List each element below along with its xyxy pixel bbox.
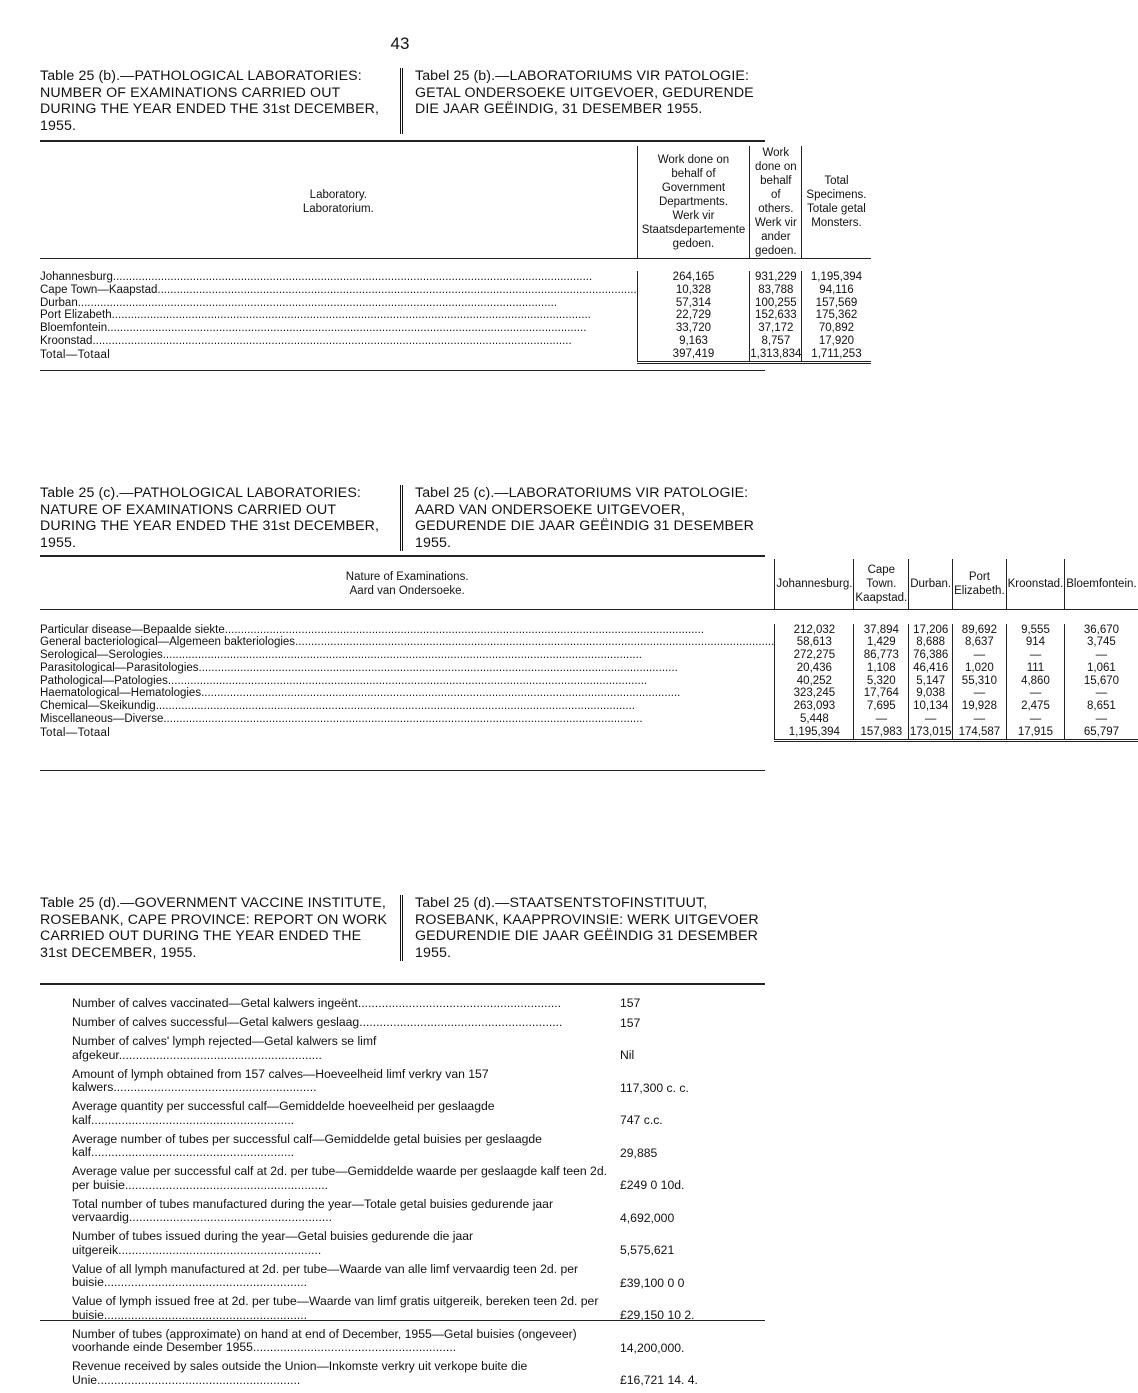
dot-leader: ...................................................................................................................................................... bbox=[155, 700, 635, 713]
table-cell: 3,745 bbox=[1065, 636, 1138, 649]
divider bbox=[40, 1320, 765, 1321]
item-text: Number of tubes issued during the year—Getal buisies gedurende die jaar uitgereik............................................................ bbox=[72, 1229, 474, 1257]
list-item bbox=[72, 1100, 742, 1127]
table-cell: — bbox=[854, 713, 909, 726]
item-text: Number of tubes (approximate) on hand at end of December, 1955—Getal buisies (ongeveer) voorhande einde Desember 1955............................................................ bbox=[72, 1326, 577, 1354]
table-cell: 111 bbox=[1006, 662, 1065, 675]
table-cell: 2,475 bbox=[1006, 700, 1065, 713]
row-label: Haematological—Hematologies...................................................................................................................................................... bbox=[40, 687, 681, 700]
table-c-header: Kroonstad. bbox=[1006, 559, 1065, 609]
table-c-title-en: Table 25 (c).—PATHOLOGICAL LABORATORIES: NATURE OF EXAMINATIONS CARRIED OUT DURING THE YEAR ENDED THE 31st DECEMBER, 1955. bbox=[40, 485, 380, 551]
table-cell: 86,773 bbox=[854, 649, 909, 662]
table-b-total-cell: 1,711,253 bbox=[802, 348, 871, 362]
table-cell: 76,386 bbox=[909, 649, 953, 662]
table-b bbox=[40, 146, 871, 364]
row-label: Cape Town—Kaapstad...................................................................................................................................................... bbox=[40, 283, 637, 296]
table-cell: 17,206 bbox=[909, 624, 953, 637]
dot-leader: ............................................................ bbox=[128, 1210, 333, 1224]
dot-leader: ............................................................ bbox=[90, 1145, 295, 1159]
table-cell: 15,670 bbox=[1065, 675, 1138, 688]
table-row bbox=[40, 700, 1138, 713]
table-cell: 157,569 bbox=[802, 297, 871, 310]
dot-leader: ............................................................ bbox=[113, 1080, 317, 1094]
table-cell: 4,860 bbox=[1006, 675, 1065, 688]
table-cell: 8,688 bbox=[909, 636, 953, 649]
table-row bbox=[40, 662, 1138, 675]
table-cell: 175,362 bbox=[802, 309, 871, 322]
dot-leader: ...................................................................................................................................................... bbox=[201, 687, 681, 700]
table-cell: 46,416 bbox=[909, 662, 953, 675]
table-row bbox=[40, 636, 1138, 649]
table-cell: 89,692 bbox=[953, 624, 1007, 637]
divider bbox=[40, 140, 765, 142]
table-cell: 55,310 bbox=[953, 675, 1007, 688]
table-cell: 931,229 bbox=[750, 271, 802, 284]
divider bbox=[40, 555, 765, 557]
table-c bbox=[40, 559, 1138, 742]
table-cell: 9,038 bbox=[909, 687, 953, 700]
table-cell: 94,116 bbox=[802, 284, 871, 297]
dot-leader: ...................................................................................................................................................... bbox=[92, 334, 572, 347]
dot-leader: ...................................................................................................................................................... bbox=[224, 623, 705, 636]
table-cell: — bbox=[1065, 713, 1138, 726]
table-cell: 10,328 bbox=[637, 284, 750, 297]
table-cell: 272,275 bbox=[775, 649, 854, 662]
row-label: Pathological—Patologies...................................................................................................................................................... bbox=[40, 674, 648, 687]
dot-leader: ............................................................ bbox=[359, 1015, 563, 1029]
table-cell: 1,429 bbox=[854, 636, 909, 649]
row-label: Kroonstad...................................................................................................................................................... bbox=[40, 334, 572, 347]
dot-leader: ...................................................................................................................................................... bbox=[111, 309, 591, 322]
table-cell: 9,163 bbox=[637, 335, 750, 348]
item-value: 157 bbox=[620, 1015, 641, 1030]
table-cell: 36,670 bbox=[1065, 624, 1138, 637]
table-cell: 152,633 bbox=[750, 309, 802, 322]
table-cell: — bbox=[953, 713, 1007, 726]
dot-leader: ............................................................ bbox=[118, 1047, 322, 1062]
row-label: Parasitological—Parasitologies...................................................................................................................................................... bbox=[40, 661, 678, 674]
dot-leader: ...................................................................................................................................................... bbox=[107, 322, 587, 335]
table-cell: 100,255 bbox=[750, 297, 802, 310]
table-cell: 8,651 bbox=[1065, 700, 1138, 713]
table-b-title-en: Table 25 (b).—PATHOLOGICAL LABORATORIES: NUMBER OF EXAMINATIONS CARRIED OUT DURING THE YEAR ENDED THE 31st DECEMBER, 1955. bbox=[40, 68, 380, 134]
table-c-total-cell: 173,015 bbox=[909, 726, 953, 740]
list-item bbox=[72, 996, 742, 1010]
row-label: Durban...................................................................................................................................................... bbox=[40, 296, 557, 309]
dot-leader: ............................................................ bbox=[97, 1372, 301, 1387]
item-text: Average value per successful calf at 2d. per tube—Gemiddelde waarde per geslaagde kalf teen 2d. per buisie............................................................ bbox=[72, 1164, 608, 1192]
table-row bbox=[40, 297, 871, 310]
table-cell: 40,252 bbox=[775, 675, 854, 688]
item-value: 5,575,621 bbox=[620, 1243, 675, 1257]
table-c-header: Port Elizabeth. bbox=[953, 559, 1007, 609]
row-label: Particular disease—Bepaalde siekte...................................................................................................................................................... bbox=[40, 623, 705, 636]
table-cell: 5,320 bbox=[854, 675, 909, 688]
table-cell: 83,788 bbox=[750, 284, 802, 297]
table-cell: 57,314 bbox=[637, 297, 750, 310]
item-value: 4,692,000 bbox=[620, 1210, 675, 1225]
table-cell: — bbox=[1006, 649, 1065, 662]
table-c-total-cell: 1,195,394 bbox=[775, 726, 854, 740]
table-cell: 5,448 bbox=[775, 713, 854, 726]
table-b-header-row bbox=[40, 146, 871, 259]
item-text: Number of calves vaccinated—Getal kalwers ingeënt............................................................ bbox=[72, 995, 562, 1010]
dot-leader: ............................................................ bbox=[118, 1242, 322, 1257]
table-cell: 1,061 bbox=[1065, 662, 1138, 675]
table-cell: 20,436 bbox=[775, 662, 854, 675]
divider bbox=[40, 983, 765, 985]
table-d-title-en: Table 25 (d).—GOVERNMENT VACCINE INSTITUTE, ROSEBANK, CAPE PROVINCE: REPORT ON WORK CARRIED OUT DURING THE YEAR ENDED THE 31st DECEMBER, 1955. bbox=[40, 895, 388, 961]
item-value: 747 c.c. bbox=[620, 1113, 663, 1127]
table-row bbox=[40, 687, 1138, 700]
dot-leader: ............................................................ bbox=[357, 995, 562, 1010]
dot-leader: ............................................................ bbox=[103, 1275, 308, 1289]
dot-leader: ...................................................................................................................................................... bbox=[162, 649, 642, 662]
table-cell: 264,165 bbox=[637, 271, 750, 284]
table-c-header: Nature of Examinations. Aard van Ondersoeke. bbox=[345, 570, 469, 597]
table-cell: — bbox=[1065, 687, 1138, 700]
table-b-header: Work done on behalf of Government Departments. Werk vir Staatsdepartemente gedoen. bbox=[637, 146, 750, 259]
item-value: 157 bbox=[620, 996, 641, 1010]
item-value: Nil bbox=[620, 1048, 635, 1062]
table-cell: 8,757 bbox=[750, 335, 802, 348]
table-cell: 5,147 bbox=[909, 675, 953, 688]
table-cell: 1,108 bbox=[854, 662, 909, 675]
list-item bbox=[72, 1133, 742, 1160]
table-cell: 17,764 bbox=[854, 687, 909, 700]
item-text: Average number of tubes per successful calf—Gemiddelde getal buisies per geslaagde kalf............................................................ bbox=[72, 1131, 542, 1159]
table-row bbox=[40, 624, 1138, 637]
table-row bbox=[40, 335, 871, 348]
table-c-titles bbox=[40, 485, 765, 551]
table-row bbox=[40, 649, 1138, 662]
item-text: Value of all lymph manufactured at 2d. per tube—Waarde van alle limf vervaardig teen 2d. per buisie............................................................ bbox=[72, 1261, 579, 1289]
table-row bbox=[40, 284, 871, 297]
table-b-header: Laboratory. Laboratorium. bbox=[302, 189, 374, 215]
table-cell: 8,637 bbox=[953, 636, 1007, 649]
item-text: Value of lymph issued free at 2d. per tube—Waarde van limf gratis uitgereik, bereken teen 2d. per buisie............................................................ bbox=[72, 1294, 599, 1322]
table-cell: 10,134 bbox=[909, 700, 953, 713]
table-cell: — bbox=[1065, 649, 1138, 662]
table-cell: 9,555 bbox=[1006, 624, 1065, 637]
table-c-total-row bbox=[40, 726, 1138, 740]
row-label: Port Elizabeth...................................................................................................................................................... bbox=[40, 309, 591, 322]
table-row bbox=[40, 322, 871, 335]
table-cell: 1,020 bbox=[953, 662, 1007, 675]
dot-leader: ............................................................ bbox=[124, 1177, 329, 1192]
table-cell: 263,093 bbox=[775, 700, 854, 713]
item-value: £39,100 0 0 bbox=[620, 1275, 685, 1290]
table-cell: 22,729 bbox=[637, 309, 750, 322]
table-row bbox=[40, 713, 1138, 726]
table-b-header: Work done on behalf of others. Werk vir ander gedoen. bbox=[750, 146, 802, 259]
table-b-total-row bbox=[40, 348, 871, 362]
table-cell: 323,245 bbox=[775, 687, 854, 700]
table-d-title-af: Tabel 25 (d).—STAATSENTSTOFINSTITUUT, ROSEBANK, KAAPPROVINSIE: WERK UITGEVOER GEDURENDIE DIE JAAR GEËINDIG 31 DESEMBER 1955. bbox=[400, 895, 761, 961]
item-text: Revenue received by sales outside the Union—Inkomste verkry uit verkope buite die Unie............................................................ bbox=[72, 1359, 528, 1387]
table-cell: 17,920 bbox=[802, 335, 871, 348]
item-text: Number of calves' lymph rejected—Getal kalwers se limf afgekeur............................................................ bbox=[72, 1034, 377, 1062]
item-text: Number of calves successful—Getal kalwers geslaag............................................................ bbox=[72, 1015, 563, 1029]
table-c-total-cell: 17,915 bbox=[1006, 726, 1065, 740]
table-cell: 33,720 bbox=[637, 322, 750, 335]
row-label: Serological—Serologies...................................................................................................................................................... bbox=[40, 649, 642, 662]
table-cell: 70,892 bbox=[802, 322, 871, 335]
item-text: Total number of tubes manufactured during the year—Totale getal buisies gedurende jaar vervaardig............................................................ bbox=[72, 1196, 554, 1224]
table-c-title-af: Tabel 25 (c).—LABORATORIUMS VIR PATOLOGIE: AARD VAN ONDERSOEKE UITGEVOER, GEDURENDE DIE JAAR GEËINDIG 31 DESEMBER 1955. bbox=[400, 485, 761, 551]
list-item bbox=[72, 1198, 742, 1225]
dot-leader: ...................................................................................................................................................... bbox=[198, 661, 678, 674]
dot-leader: ............................................................ bbox=[103, 1307, 308, 1322]
row-label: General bacteriological—Algemeen bakteriologies...................................................................................................................................................... bbox=[40, 636, 775, 649]
dot-leader: ...................................................................................................................................................... bbox=[112, 271, 593, 283]
table-cell: — bbox=[1006, 713, 1065, 726]
table-cell: — bbox=[909, 713, 953, 726]
table-c-header: Johannesburg. bbox=[775, 559, 854, 609]
dot-leader: ...................................................................................................................................................... bbox=[295, 636, 775, 649]
list-item bbox=[72, 1295, 742, 1322]
dot-leader: ...................................................................................................................................................... bbox=[167, 674, 648, 687]
item-value: £16,721 14. 4. bbox=[620, 1373, 698, 1387]
item-value: 29,885 bbox=[620, 1145, 658, 1160]
table-cell: 1,195,394 bbox=[802, 271, 871, 284]
table-b-title-af: Tabel 25 (b).—LABORATORIUMS VIR PATOLOGIE: GETAL ONDERSOEKE UITGEVOER, GEDURENDE DIE JAAR GEËINDIG, 31 DESEMBER 1955. bbox=[400, 68, 761, 134]
table-cell: 37,172 bbox=[750, 322, 802, 335]
table-cell: 212,032 bbox=[775, 624, 854, 637]
dot-leader: ...................................................................................................................................................... bbox=[77, 296, 557, 309]
table-d-list bbox=[72, 996, 742, 1393]
table-b-titles bbox=[40, 68, 765, 134]
table-c-total-cell: 65,797 bbox=[1065, 726, 1138, 740]
row-label: Bloemfontein...................................................................................................................................................... bbox=[40, 322, 587, 335]
dot-leader: ............................................................ bbox=[90, 1112, 295, 1127]
dot-leader: ............................................................ bbox=[252, 1340, 457, 1354]
page-number: 43 bbox=[390, 34, 410, 53]
list-item bbox=[72, 1016, 742, 1030]
item-text: Average quantity per successful calf—Gemiddelde hoeveelheid per geslaagde kalf............................................................ bbox=[72, 1099, 495, 1127]
table-row bbox=[40, 309, 871, 322]
table-c-header: Bloemfontein. bbox=[1065, 559, 1138, 609]
table-cell: 7,695 bbox=[854, 700, 909, 713]
divider bbox=[40, 770, 765, 771]
table-c-total-cell: 174,587 bbox=[953, 726, 1007, 740]
item-text: Amount of lymph obtained from 157 calves—Hoeveelheid limf verkry van 157 kalwers............................................................ bbox=[72, 1066, 489, 1094]
list-item bbox=[72, 1328, 742, 1355]
table-row bbox=[40, 271, 871, 284]
list-item bbox=[72, 1035, 742, 1062]
table-d-titles bbox=[40, 895, 765, 961]
table-c-total-label: Total—Totaal bbox=[40, 726, 111, 739]
table-cell: — bbox=[953, 649, 1007, 662]
table-b-header: Total Specimens. Totale getal Monsters. bbox=[802, 146, 871, 259]
table-c-header-row bbox=[40, 559, 1138, 609]
table-c-header: Durban. bbox=[909, 559, 953, 609]
table-c-total-cell: 157,983 bbox=[854, 726, 909, 740]
table-b-total-cell: 1,313,834 bbox=[750, 348, 802, 362]
table-b-total-cell: 397,419 bbox=[637, 348, 750, 362]
dot-leader: ...................................................................................................................................................... bbox=[157, 283, 637, 296]
table-cell: 58,613 bbox=[775, 636, 854, 649]
list-item bbox=[72, 1068, 742, 1095]
table-b-total-label: Total—Totaal bbox=[40, 348, 111, 361]
item-value: 117,300 c. c. bbox=[620, 1080, 689, 1095]
list-item bbox=[72, 1263, 742, 1290]
table-cell: 37,894 bbox=[854, 624, 909, 637]
table-cell: — bbox=[953, 687, 1007, 700]
row-label: Miscellaneous—Diverse...................................................................................................................................................... bbox=[40, 713, 643, 726]
divider bbox=[40, 370, 765, 371]
item-value: 14,200,000. bbox=[620, 1340, 685, 1355]
table-cell: 19,928 bbox=[953, 700, 1007, 713]
item-value: £249 0 10d. bbox=[620, 1178, 685, 1192]
row-label: Johannesburg...................................................................................................................................................... bbox=[40, 271, 593, 283]
table-cell: — bbox=[1006, 687, 1065, 700]
list-item bbox=[72, 1165, 742, 1192]
list-item bbox=[72, 1230, 742, 1257]
table-cell: 914 bbox=[1006, 636, 1065, 649]
table-c-header: Cape Town. Kaapstad. bbox=[854, 559, 909, 609]
item-value: £29,150 10 2. bbox=[620, 1308, 695, 1322]
row-label: Chemical—Skeikundig...................................................................................................................................................... bbox=[40, 700, 635, 713]
table-row bbox=[40, 675, 1138, 688]
list-item bbox=[72, 1360, 742, 1387]
dot-leader: ...................................................................................................................................................... bbox=[163, 713, 643, 726]
